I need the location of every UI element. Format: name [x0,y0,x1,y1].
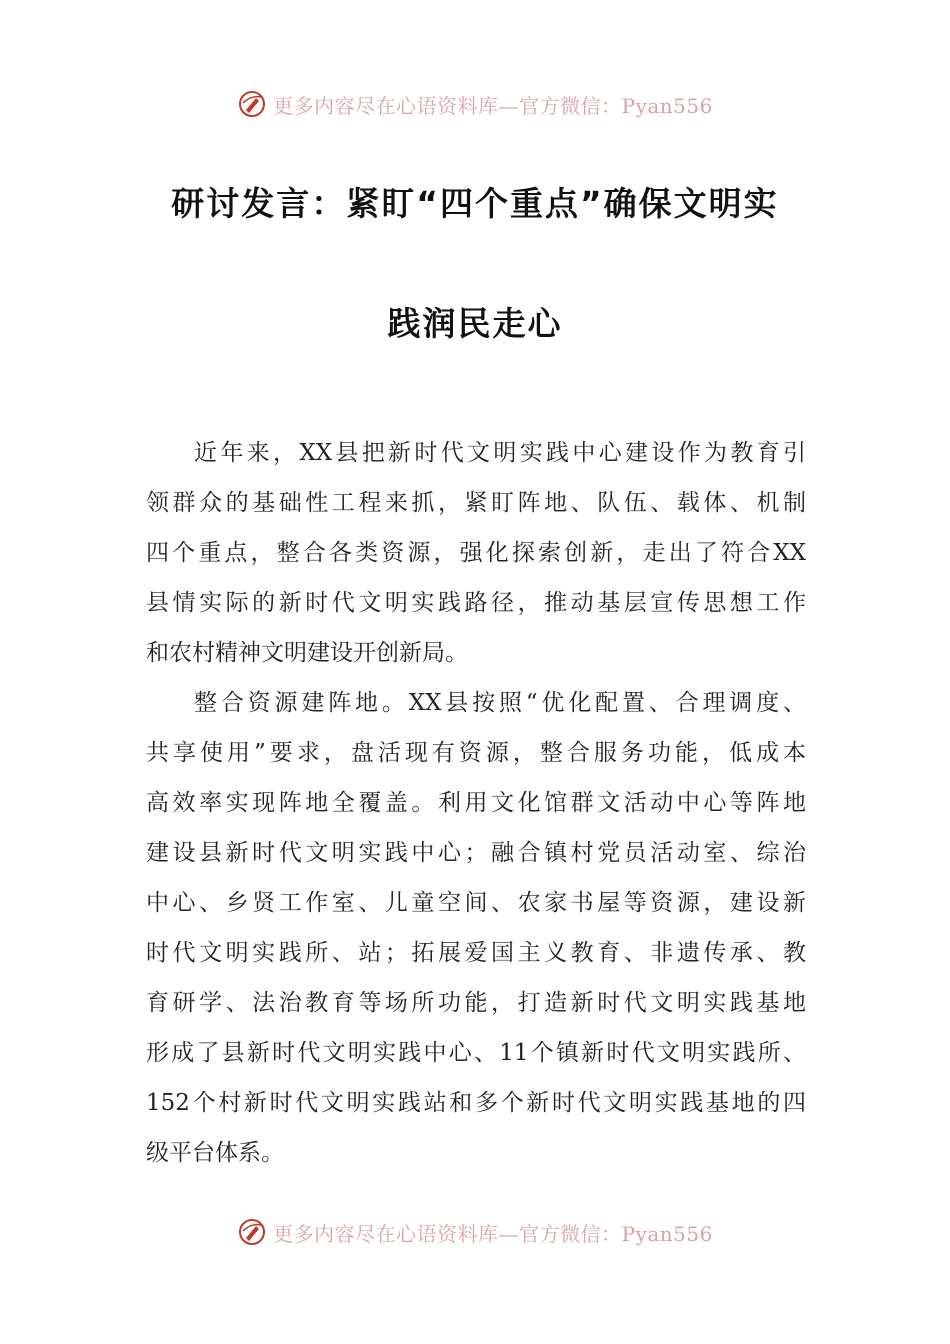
document-body [146,428,806,1178]
footer-banner-text: 更多内容尽在心语资料库—官方微信：Pyan556 [273,1221,713,1246]
pen-nib-icon [237,89,267,119]
header-banner-text: 更多内容尽在心语资料库—官方微信：Pyan556 [273,93,713,118]
document-title-line-1: 研讨发言：紧盯“四个重点”确保文明实 [171,184,779,223]
body-line: 152个村新时代文明实践站和多个新时代文明实践基地的四 [146,1090,806,1116]
body-line: 中心、乡贤工作室、儿童空间、农家书屋等资源，建设新 [146,890,806,916]
body-line: 县情实际的新时代文明实践路径，推动基层宣传思想工作 [146,590,806,616]
paragraph-intro [146,428,806,678]
body-line: 建设县新时代文明实践中心；融合镇村党员活动室、综治 [146,840,806,866]
body-line: 共享使用”要求，盘活现有资源，整合服务功能，低成本 [146,740,806,766]
footer-banner [0,1212,950,1252]
document-title-line-2: 践润民走心 [387,304,563,343]
body-line: 和农村精神文明建设开创新局。 [146,640,468,666]
body-line: 育研学、法治教育等场所功能，打造新时代文明实践基地 [146,990,806,1016]
pen-nib-icon [237,1217,267,1247]
body-line: 领群众的基础性工程来抓，紧盯阵地、队伍、载体、机制 [146,490,806,516]
body-line: 整合资源建阵地。XX县按照“优化配置、合理调度、 [194,690,806,716]
body-line: 形成了县新时代文明实践中心、11个镇新时代文明实践所、 [146,1040,806,1066]
body-line: 高效率实现阵地全覆盖。利用文化馆群文活动中心等阵地 [146,790,806,816]
body-line: 近年来，XX县把新时代文明实践中心建设作为教育引 [194,440,806,466]
header-banner [0,84,950,124]
body-line: 四个重点，整合各类资源，强化探索创新，走出了符合XX [146,540,806,566]
paragraph-resources [146,678,806,1178]
body-line: 级平台体系。 [146,1140,284,1166]
body-line: 时代文明实践所、站；拓展爱国主义教育、非遗传承、教 [146,940,806,966]
